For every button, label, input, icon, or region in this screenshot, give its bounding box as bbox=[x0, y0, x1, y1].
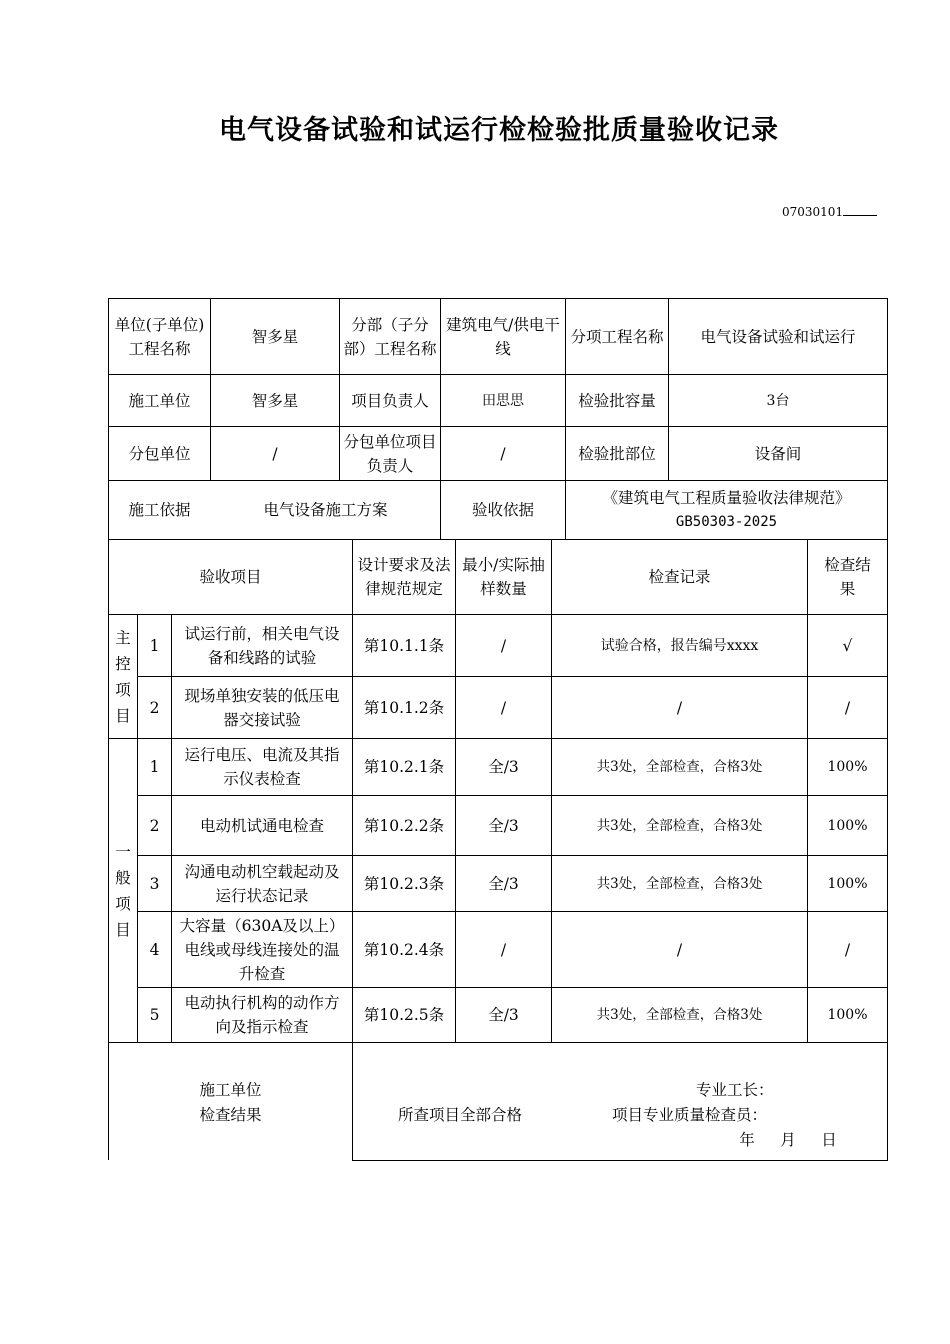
acceptance-standard-code: GB50303-2025 bbox=[675, 514, 778, 530]
footer-month: 月 bbox=[780, 1131, 796, 1149]
footer-foreman: 专业工长： bbox=[696, 1081, 774, 1099]
general-item-5-clause: 第10.2.5条 bbox=[363, 1006, 445, 1024]
main-item-2-clause: 第10.1.2条 bbox=[363, 698, 445, 717]
project-manager-label: 项目负责人 bbox=[351, 391, 429, 410]
footer-unit-line1: 施工单位 bbox=[199, 1081, 262, 1099]
footer-unit-label bbox=[109, 1078, 352, 1128]
main-control-group-label: 主控项目 bbox=[115, 628, 131, 725]
general-item-1-result: 100% bbox=[827, 759, 868, 775]
general-item-1-desc: 运行电压、电流及其指示仪表检查 bbox=[184, 746, 340, 788]
general-item-5-record: 共3处，全部检查，合格3处 bbox=[596, 1007, 763, 1023]
general-item-3-clause: 第10.2.3条 bbox=[363, 874, 445, 893]
general-item-3-no: 3 bbox=[149, 874, 160, 893]
general-group-label: 一般项目 bbox=[115, 842, 131, 939]
general-item-5-result: 100% bbox=[827, 1007, 868, 1023]
general-item-1-record: 共3处，全部检查，合格3处 bbox=[596, 759, 763, 775]
general-item-2-result: 100% bbox=[827, 817, 868, 834]
general-item-4-result: / bbox=[844, 940, 851, 959]
construction-basis-label: 施工依据 bbox=[128, 501, 191, 519]
acceptance-standard-name: 《建筑电气工程质量验收法律规范》 bbox=[602, 489, 851, 507]
general-item-2-sample: 全/3 bbox=[488, 816, 519, 835]
footer-unit-line2: 检查结果 bbox=[199, 1106, 262, 1124]
subitem-value: 电气设备试验和试运行 bbox=[700, 327, 856, 346]
main-item-1-no: 1 bbox=[149, 636, 160, 655]
general-item-1-sample: 全/3 bbox=[488, 758, 519, 776]
footer-day: 日 bbox=[821, 1131, 837, 1149]
general-item-2-no: 2 bbox=[149, 816, 160, 835]
contractor-value: 智多星 bbox=[251, 391, 299, 410]
main-item-2-record: / bbox=[676, 698, 683, 717]
header-result: 检查结果 bbox=[824, 556, 871, 598]
general-item-3-record: 共3处，全部检查，合格3处 bbox=[596, 875, 763, 892]
batch-location-value: 设备间 bbox=[754, 444, 802, 463]
header-sample: 最小/实际抽样数量 bbox=[462, 556, 545, 598]
main-item-1-record: 试验合格，报告编号xxxx bbox=[600, 637, 759, 654]
general-item-1-no: 1 bbox=[149, 758, 160, 776]
batch-capacity-label: 检验批容量 bbox=[578, 391, 656, 410]
main-item-2-desc: 现场单独安装的低压电器交接试验 bbox=[184, 686, 340, 729]
general-item-5-desc: 电动执行机构的动作方向及指示检查 bbox=[184, 994, 340, 1036]
general-item-5-sample: 全/3 bbox=[488, 1006, 519, 1024]
subcontractor-label: 分包单位 bbox=[128, 444, 191, 463]
general-item-4-record: / bbox=[676, 940, 683, 959]
project-manager-value: 田思思 bbox=[482, 392, 524, 409]
general-item-1-clause: 第10.2.1条 bbox=[363, 758, 445, 776]
footer-inspector: 项目专业质量检查员： bbox=[612, 1106, 768, 1124]
contractor-label: 施工单位 bbox=[128, 391, 191, 410]
main-item-2-result: / bbox=[844, 698, 851, 717]
footer-conclusion: 所查项目全部合格 bbox=[397, 1106, 522, 1124]
general-item-3-result: 100% bbox=[827, 875, 868, 892]
acceptance-basis-label: 验收依据 bbox=[471, 501, 534, 519]
general-item-3-sample: 全/3 bbox=[488, 874, 519, 893]
main-item-1-result: √ bbox=[842, 636, 853, 655]
main-item-2-no: 2 bbox=[149, 698, 160, 717]
general-item-4-no: 4 bbox=[149, 940, 160, 959]
unit-name-value: 智多星 bbox=[251, 327, 299, 346]
general-item-2-record: 共3处，全部检查，合格3处 bbox=[596, 817, 763, 834]
batch-capacity-value: 3台 bbox=[766, 392, 790, 409]
header-item: 验收项目 bbox=[199, 568, 262, 586]
acceptance-basis-value bbox=[566, 481, 887, 539]
subcontractor-value: / bbox=[272, 444, 278, 463]
page-title: 电气设备试验和试运行检检验批质量验收记录 bbox=[219, 115, 779, 146]
general-item-5-no: 5 bbox=[149, 1006, 160, 1024]
main-item-1-desc: 试运行前，相关电气设备和线路的试验 bbox=[184, 624, 340, 667]
batch-location-label: 检验批部位 bbox=[578, 444, 656, 463]
general-item-4-desc: 大容量（630A及以上）电线或母线连接处的温升检查 bbox=[179, 916, 345, 983]
general-item-4-sample: / bbox=[500, 940, 507, 959]
main-item-1-sample: / bbox=[500, 636, 507, 655]
header-requirement: 设计要求及法律规范规定 bbox=[357, 556, 451, 598]
general-item-3-desc: 沟通电动机空载起动及运行状态记录 bbox=[184, 862, 340, 905]
main-item-2-sample: / bbox=[500, 698, 507, 717]
construction-basis-value: 电气设备施工方案 bbox=[263, 501, 388, 519]
general-item-2-clause: 第10.2.2条 bbox=[363, 816, 445, 835]
subcontractor-pm-label: 分包单位项目负责人 bbox=[343, 432, 437, 475]
subdivision-value: 建筑电气/供电干线 bbox=[446, 315, 560, 358]
subcontractor-pm-value: / bbox=[500, 444, 506, 463]
header-record: 检查记录 bbox=[648, 568, 711, 586]
subdivision-label: 分部（子分部）工程名称 bbox=[343, 315, 437, 358]
form-code-value: 07030101 bbox=[782, 205, 844, 219]
unit-name-label: 单位(子单位)工程名称 bbox=[114, 315, 205, 358]
subitem-label: 分项工程名称 bbox=[570, 327, 664, 346]
footer-year: 年 bbox=[739, 1131, 755, 1149]
main-item-1-clause: 第10.1.1条 bbox=[363, 636, 445, 655]
general-item-4-clause: 第10.2.4条 bbox=[363, 940, 445, 959]
general-item-2-desc: 电动机试通电检查 bbox=[199, 816, 324, 835]
